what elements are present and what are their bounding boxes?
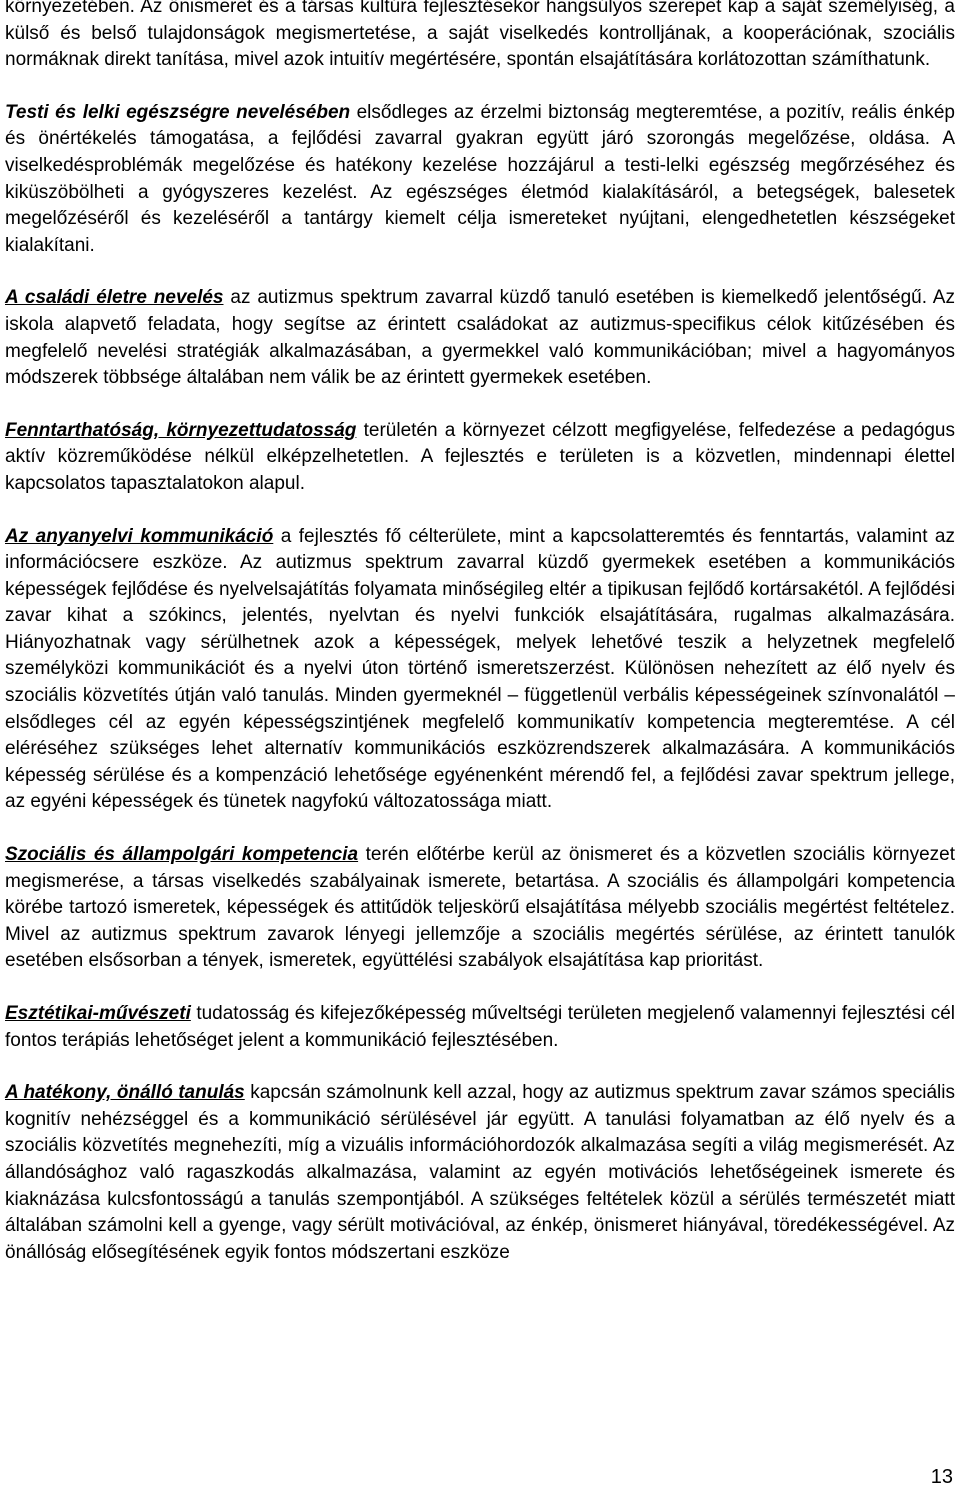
paragraph-sustainability bbox=[5, 418, 955, 498]
paragraph-mother-tongue-communication bbox=[5, 524, 955, 817]
paragraph-heading: Esztétikai-művészeti bbox=[5, 1003, 191, 1024]
paragraph-heading: A családi életre nevelés bbox=[5, 287, 224, 309]
paragraph-text: a fejlesztés fő célterülete, mint a kapcsolatteremtés és fenntartás, valamint az információcsere eszköze. Az autizmus spektrum zavarral küzdő gyermekek esetében a kommunikációs képességek fejlődése és nyelvelsajátítás folyamata minőségileg eltér a tipikusan fejlődő kortársakétól. A fejlődési zavar kihat a szókincs, jelentés, nyelvtan és nyelvi funkciók elsajátítására, rugalmas alkalmazására. Hiányozhatnak vagy sérülhetnek azok a képességek, melyek lehetővé teszik a helyzetnek megfelelő személyközi kommunikációt és a nyelvi úton történő ismeretszerzést. Különösen nehezített az élő nyelv és szociális közvetítés útján való tanulás. Minden gyermeknél – függetlenül verbális képességeinek színvonalától – elsődleges cél az egyén képességszintjének megfelelő kommunikatív kompetencia megteremtése. A cél eléréséhez szükséges lehet alternatív kommunikációs eszközrendszerek alkalmazására. A kommunikációs képesség sérülése és a kompenzáció lehetősége egyénenként mérendő fel, a fejlődési zavar spektrum jellege, az egyéni képességek és tünetek nagyfokú változatossága miatt. bbox=[5, 525, 955, 813]
paragraph-text: elsődleges az érzelmi biztonság megteremtése, a pozitív, reális énkép és önértékelés támogatása, a fejlődési zavarral gyakran együtt járó szorongás megelőzése, oldása. A viselkedésproblémák megelőzése és hatékony kezelése hozzájárul a testi-lelki egészség megőrzéséhez és kiküszöbölheti a gyógyszeres kezelést. Az egészséges életmód kialakításáról, a betegségek, balesetek megelőzéséről és kezeléséről a tantárgy kiemelt célja ismereteket nyújtani, elengedhetetlen készségeket kialakítani. bbox=[5, 101, 955, 256]
paragraph-family-education bbox=[5, 285, 955, 391]
paragraph-text: terén előtérbe kerül az önismeret és a közvetlen szociális környezet megismerése, a társas viselkedés szabályainak ismerete, betartása. A szociális és állampolgári kompetencia körébe tartozó ismeretek, képességek és attitűdök teljeskörű elsajátítása mélyebb szociális megértést feltételez. Mivel az autizmus spektrum zavarok lényegi jellemzője a szociális megértés sérülése, az érintett tanulók esetében elsősorban a tények, ismeretek, együttélési szabályok elsajátítása kap prioritást. bbox=[5, 844, 955, 972]
paragraph-text: környezetében. Az önismeret és a társas kultúra fejlesztésekor hangsúlyos szerepet kap a saját személyiség, a külső és belső tulajdonságok megismertetése, a saját viselkedés kontrolljának, a kooperációnak, szociális normáknak direkt tanítása, mivel azok intuitív megértésére, spontán elsajátítására korlátozottan számíthatunk. bbox=[5, 0, 955, 71]
page-number: 13 bbox=[930, 1466, 953, 1488]
paragraph-health-education bbox=[5, 100, 955, 260]
paragraph-effective-learning bbox=[5, 1080, 955, 1266]
paragraph-social-civic-competence bbox=[5, 842, 955, 975]
paragraph-text: tudatosság és kifejezőképesség műveltségi területen megjelenő valamennyi fejlesztési cél fontos terápiás lehetőséget jelent a kommunikáció fejlesztésében. bbox=[5, 1003, 955, 1051]
paragraph-heading: Szociális és állampolgári kompetencia bbox=[5, 844, 359, 866]
paragraph-heading: Testi és lelki egészségre nevelésében bbox=[5, 101, 351, 123]
paragraph-heading: A hatékony, önálló tanulás bbox=[5, 1082, 245, 1104]
paragraph-heading: Az anyanyelvi kommunikáció bbox=[5, 525, 274, 547]
document-body bbox=[5, 0, 955, 1266]
paragraph-text: az autizmus spektrum zavarral küzdő tanuló esetében is kiemelkedő jelentőségű. Az iskola alapvető feladata, hogy segítse az érintett családokat az autizmus-specifikus célok kitűzésében és megfelelő nevelési stratégiák alkalmazásában, a gyermekkel való kommunikációban; mivel a hagyományos módszerek többsége általában nem válik be az érintett gyermekek esetében. bbox=[5, 287, 955, 389]
paragraph-text: kapcsán számolnunk kell azzal, hogy az autizmus spektrum zavar számos speciális kognitív nehézséggel és a kommunikáció sérülésével jár együtt. A tanulási folyamatban az élő nyelv és a szociális közvetítés megnehezíti, míg a vizuális információhordozók alkalmazása segíti a világ megismerését. Az állandósághoz való ragaszkodás alkalmazása, valamint az egyén motivációs lehetőségeinek ismerete és kiaknázása kulcsfontosságú a tanulás szempontjából. A szükséges feltételek közül a sérülés természetét miatt általában számolni kell a gyenge, vagy sérült motivációval, az énkép, önismeret hiányával, töredékességével. Az önállóság elősegítésének egyik fontos módszertani eszköze bbox=[5, 1082, 955, 1263]
paragraph-social-culture bbox=[5, 0, 955, 74]
paragraph-heading: Fenntarthatóság, környezettudatosság bbox=[5, 419, 357, 441]
paragraph-text: területén a környezet célzott megfigyelése, felfedezése a pedagógus aktív közreműködése nélkül elképzelhetetlen. A fejlesztés e területen is a közvetlen, mindennapi élettel kapcsolatos tapasztalatokon alapul. bbox=[5, 419, 955, 494]
paragraph-aesthetic-artistic bbox=[5, 1001, 955, 1054]
